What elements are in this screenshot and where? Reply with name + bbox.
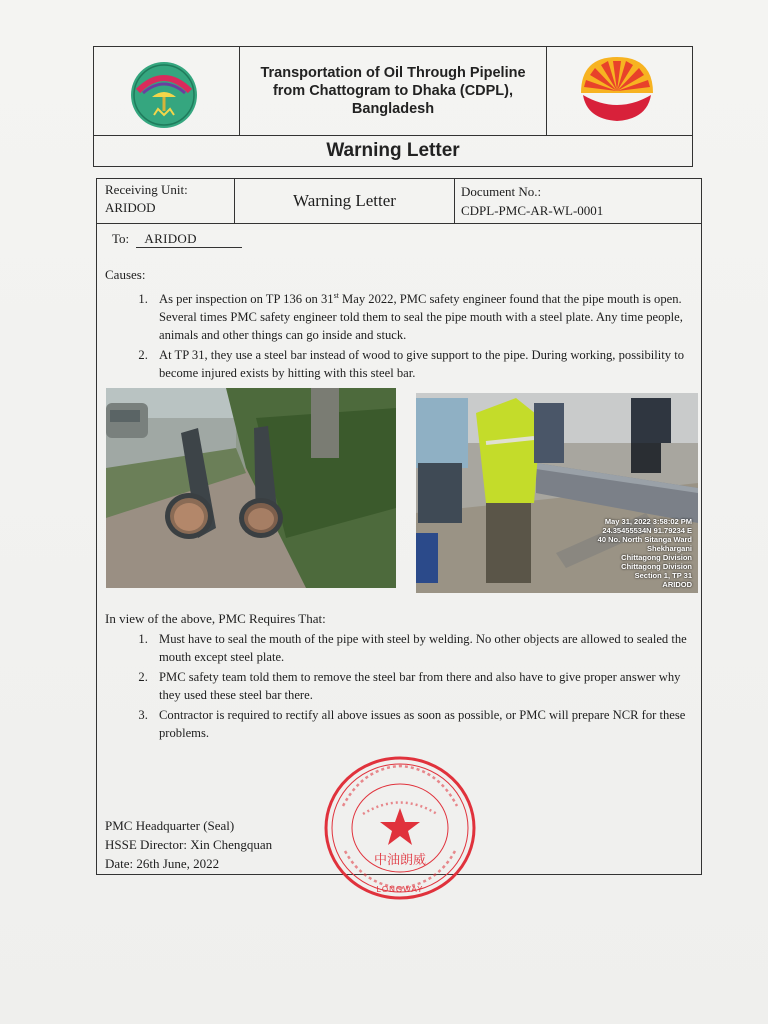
cause-item-2: 2. At TP 31, they use a steel bar instead of wood to give support to the pipe. During working, possibility to become injured exists by hitting with this steel bar. bbox=[151, 346, 699, 382]
seal-bottom-text: LONGWAY bbox=[376, 885, 424, 894]
signature-block bbox=[105, 816, 272, 873]
seal-center-text: 中油朗威 bbox=[373, 853, 427, 868]
document-no-label: Document No.: bbox=[461, 184, 542, 199]
header-title-line3: Bangladesh bbox=[351, 101, 435, 117]
to-line bbox=[112, 231, 242, 248]
official-seal-stamp-icon bbox=[323, 756, 478, 901]
right-logo-cell bbox=[546, 47, 692, 135]
left-logo-cell bbox=[94, 47, 240, 135]
photo-caption-line1: May 31, 2022 3:58:02 PM bbox=[604, 517, 692, 526]
pipe-photo-image bbox=[106, 388, 396, 588]
to-value: ARIDOD bbox=[136, 231, 242, 248]
photo-caption-line4: Shekhargani bbox=[646, 544, 692, 553]
causes-list bbox=[105, 287, 699, 384]
photo-caption-line8: ARIDOD bbox=[662, 580, 692, 589]
petrochina-logo-icon bbox=[547, 47, 692, 135]
causes-label: Causes: bbox=[105, 267, 146, 282]
meta-table bbox=[97, 179, 701, 224]
signature-line2: HSSE Director: Xin Chengquan bbox=[105, 837, 273, 852]
photo-steel-bar-support bbox=[416, 393, 698, 593]
requires-list bbox=[105, 630, 699, 744]
header-title-line2: from Chattogram to Dhaka (CDPL), bbox=[272, 83, 514, 99]
receiving-unit-label: Receiving Unit: bbox=[105, 182, 188, 197]
cause-item-1-pre: As per inspection on TP 136 on 31 bbox=[159, 292, 334, 307]
requires-item-3: 3. Contractor is required to rectify all above issues as soon as possible, or PMC will prepare NCR for these problems. bbox=[151, 706, 699, 742]
header-table bbox=[93, 46, 693, 136]
cause-item-1 bbox=[151, 287, 699, 344]
requires-item-1: 1. Must have to seal the mouth of the pipe with steel by welding. No other objects are allowed to sealed the mouth except steel plate. bbox=[151, 630, 699, 666]
photo-caption-line7: Section 1, TP 31 bbox=[634, 571, 692, 580]
meta-center-title: Warning Letter bbox=[293, 191, 396, 210]
document-no-value: CDPL-PMC-AR-WL-0001 bbox=[461, 203, 604, 218]
signature-line1: PMC Headquarter (Seal) bbox=[105, 818, 235, 833]
requires-label: In view of the above, PMC Requires That: bbox=[105, 611, 326, 626]
header-title-line1: Transportation of Oil Through Pipeline bbox=[260, 65, 526, 81]
cause-item-1-post: May 2022, PMC safety engineer found that the pipe mouth is open. Several times PMC safety engineer told them to seal the pipe mouth with a steel plate. Any time people, animals and other things can go inside and stuck. bbox=[159, 292, 683, 343]
photo-caption-line5: Chittagong Division bbox=[621, 553, 692, 562]
document-no-cell bbox=[454, 179, 701, 223]
receiving-unit-cell bbox=[97, 179, 235, 223]
cause-item-1-sup: st bbox=[333, 291, 339, 300]
to-label: To: bbox=[112, 231, 130, 246]
header-title bbox=[240, 47, 546, 135]
photo-open-pipe-mouths bbox=[106, 388, 396, 588]
photo-caption-line3: 40 No. North Sitanga Ward bbox=[597, 535, 692, 544]
photo-caption-line2: 24.35455534N 91.79234 E bbox=[602, 526, 692, 535]
receiving-unit-value: ARIDOD bbox=[105, 200, 156, 215]
signature-line3: Date: 26th June, 2022 bbox=[105, 856, 220, 871]
photo-caption-line6: Chittagong Division bbox=[621, 562, 692, 571]
photo-timestamp-caption bbox=[598, 517, 692, 589]
bangladesh-govt-logo-icon bbox=[94, 47, 239, 135]
requires-item-2: 2. PMC safety team told them to remove the steel bar from there and also have to give proper answer why they used these steel bar there. bbox=[151, 668, 699, 704]
header-subtitle: Warning Letter bbox=[93, 135, 693, 167]
